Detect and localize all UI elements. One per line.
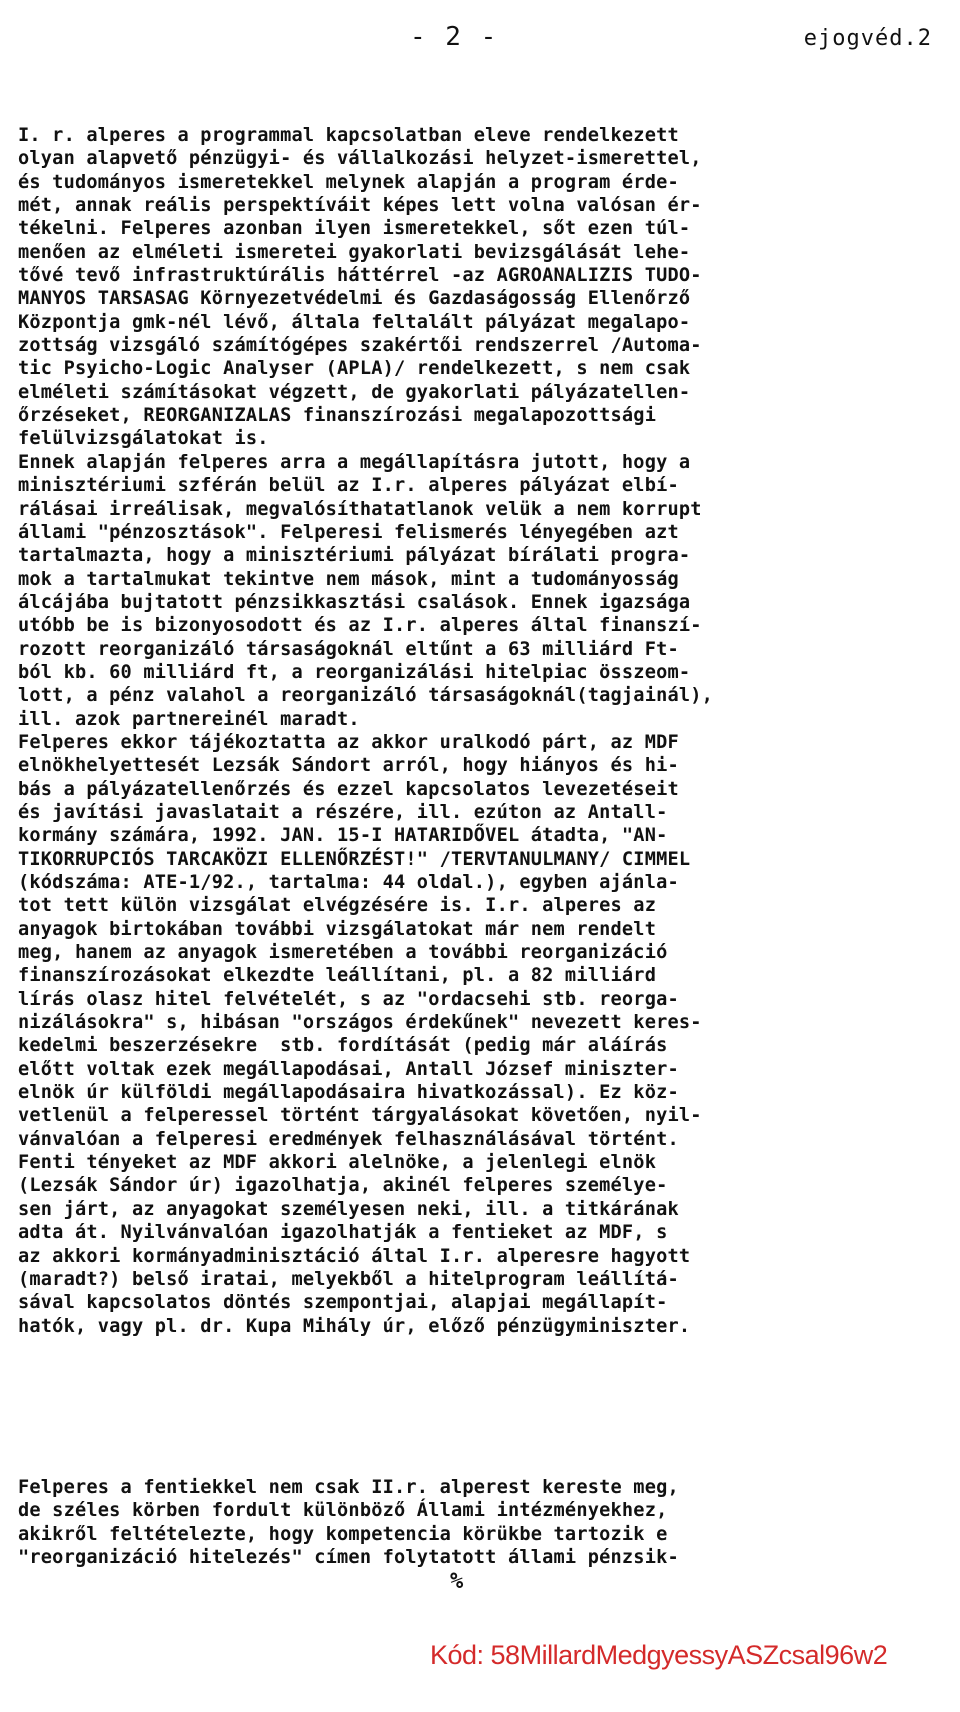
text-line: hatók, vagy pl. dr. Kupa Mihály úr, előző pénzügyminiszter. (18, 1315, 691, 1337)
text-line: "reorganizáció hitelezés" címen folytatott állami pénzsik- (18, 1547, 679, 1569)
text-line: sával kapcsolatos döntés szempontjai, alapjai megállapít- (18, 1292, 668, 1314)
text-line: Központja gmk-nél lévő, általa feltalált pályázat megalapo- (18, 311, 691, 333)
text-line: mét, annak reális perspektíváit képes lett volna valósan ér- (18, 195, 702, 217)
text-line: de széles körben fordult különböző Állami intézményekhez, (18, 1500, 668, 1522)
text-line: tővé tevő infrastruktúrális háttérrel -az AGROANALIZIS TUDO- (18, 265, 702, 287)
document-reference: ejogvéd.2 (803, 26, 932, 51)
text-line: tékelni. Felperes azonban ilyen ismeretekkel, sőt ezen túl- (18, 218, 691, 240)
text-line: rozott reorganizáló társaságoknál eltűnt a 63 milliárd Ft- (18, 638, 679, 660)
code-stamp: Kód: 58MillardMedgyessyASZcsal96w2 (430, 1640, 888, 1670)
text-line: MANYOS TARSASAG Környezetvédelmi és Gazdaságosság Ellenőrző (18, 288, 691, 310)
text-line: elnökhelyettesét Lezsák Sándort arról, hogy hiányos és hi- (18, 755, 679, 777)
text-line: Fenti tényeket az MDF akkori alelnöke, a jelenlegi elnök (18, 1152, 657, 1174)
text-line: vetlenül a felperessel történt tárgyalásokat követően, nyil- (18, 1105, 702, 1127)
text-line: elméleti számításokat végzett, de gyakorlati pályázatellen- (18, 381, 691, 403)
page-number: - 2 - (410, 22, 499, 52)
text-line: tot tett külön vizsgálat elvégzésére is. I.r. alperes az (18, 895, 657, 917)
text-line: ból kb. 60 milliárd ft, a reorganizálási hitelpiac összeom- (18, 661, 691, 683)
text-line: olyan alapvető pénzügyi- és vállalkozási helyzet-ismerettel, (18, 148, 702, 170)
text-line: kedelmi beszerzésekre stb. fordítását (pedig már aláírás (18, 1035, 668, 1057)
text-line: Ennek alapján felperes arra a megállapításra jutott, hogy a (18, 451, 691, 473)
text-line: (kódszáma: ATE-1/92., tartalma: 44 oldal.), egyben ajánla- (18, 872, 679, 893)
text-line: kormány számára, 1992. JAN. 15-I HATARIDŐVEL átadta, "AN- (18, 825, 668, 847)
text-line: elnök úr külföldi megállapodásaira hivatkozással). Ez köz- (18, 1082, 679, 1104)
closing-paragraph (18, 1476, 948, 1569)
text-line: felülvizsgálatokat is. (18, 428, 269, 450)
text-line: ill. azok partnereinél maradt. (18, 708, 360, 730)
text-line: TIKORRUPCIÓS TARCAKÖZI ELLENŐRZÉST!" /TERVTANULMANY/ CIMMEL (18, 848, 691, 870)
text-line: Felperes ekkor tájékoztatta az akkor uralkodó párt, az MDF (18, 731, 679, 753)
text-line: menően az elméleti ismeretei gyakorlati bevizsgálását lehe- (18, 241, 691, 263)
text-line: előtt voltak ezek megállapodásai, Antall József miniszter- (18, 1058, 679, 1080)
text-line: lírás olasz hitel felvételét, s az "ordacsehi stb. reorga- (18, 988, 679, 1010)
text-line: és javítási javaslatait a részére, ill. ezúton az Antall- (18, 801, 668, 823)
text-line: állami "pénzosztások". Felperesi felismerés lényegében azt (18, 521, 679, 543)
text-line: tartalmazta, hogy a minisztériumi pályázat bírálati progra- (18, 545, 691, 567)
text-line: minisztériumi szférán belül az I.r. alperes pályázat elbí- (18, 475, 679, 497)
text-line: Felperes a fentiekkel nem csak II.r. alperest kereste meg, (18, 1477, 679, 1498)
text-line: őrzéseket, REORGANIZALAS finanszírozási megalapozottsági (18, 405, 657, 427)
text-line: bás a pályázatellenőrzés és ezzel kapcsolatos levezetéseit (18, 778, 679, 800)
text-line: tic Psyicho-Logic Analyser (APLA)/ rendelkezett, s nem csak (18, 358, 691, 380)
text-line: vánvalóan a felperesi eredmények felhasználásával történt. (18, 1128, 679, 1150)
text-line: lott, a pénz valahol a reorganizáló társaságoknál(tagjainál), (18, 685, 714, 707)
main-paragraph (18, 124, 948, 1338)
text-line: nizálásokra" s, hibásan "országos érdekűnek" nevezett keres- (18, 1012, 702, 1034)
text-line: mok a tartalmukat tekintve nem mások, mint a tudományosság (18, 568, 679, 590)
continuation-mark: % (450, 1569, 464, 1594)
text-line: sen járt, az anyagokat személyesen neki, ill. a titkárának (18, 1198, 679, 1220)
text-line: utóbb be is bizonyosodott és az I.r. alperes által finanszí- (18, 615, 702, 637)
text-line: finanszírozásokat elkezdte leállítani, pl. a 82 milliárd (18, 965, 657, 987)
text-line: rálásai irreálisak, megvalósíthatatlanok velük a nem korrupt (18, 498, 702, 520)
text-line: és tudományos ismeretekkel melynek alapján a program érde- (18, 171, 679, 193)
text-line: álcájába bujtatott pénzsikkasztási csalások. Ennek igazsága (18, 591, 691, 613)
text-line: meg, hanem az anyagok ismeretében a további reorganizáció (18, 942, 668, 964)
text-line: I. r. alperes a programmal kapcsolatban eleve rendelkezett (18, 125, 679, 146)
text-line: akikről feltételezte, hogy kompetencia körükbe tartozik e (18, 1523, 668, 1545)
text-line: (maradt?) belső iratai, melyekből a hitelprogram leállítá- (18, 1268, 679, 1290)
text-line: zottság vizsgáló számítógépes szakértői rendszerrel /Automa- (18, 335, 702, 357)
text-line: az akkori kormányadminisztáció által I.r. alperesre hagyott (18, 1245, 691, 1267)
text-line: anyagok birtokában további vizsgálatokat már nem rendelt (18, 918, 657, 940)
text-line: adta át. Nyilvánvalóan igazolhatják a fentieket az MDF, s (18, 1222, 668, 1244)
text-line: (Lezsák Sándor úr) igazolhatja, akinél felperes személye- (18, 1175, 668, 1197)
